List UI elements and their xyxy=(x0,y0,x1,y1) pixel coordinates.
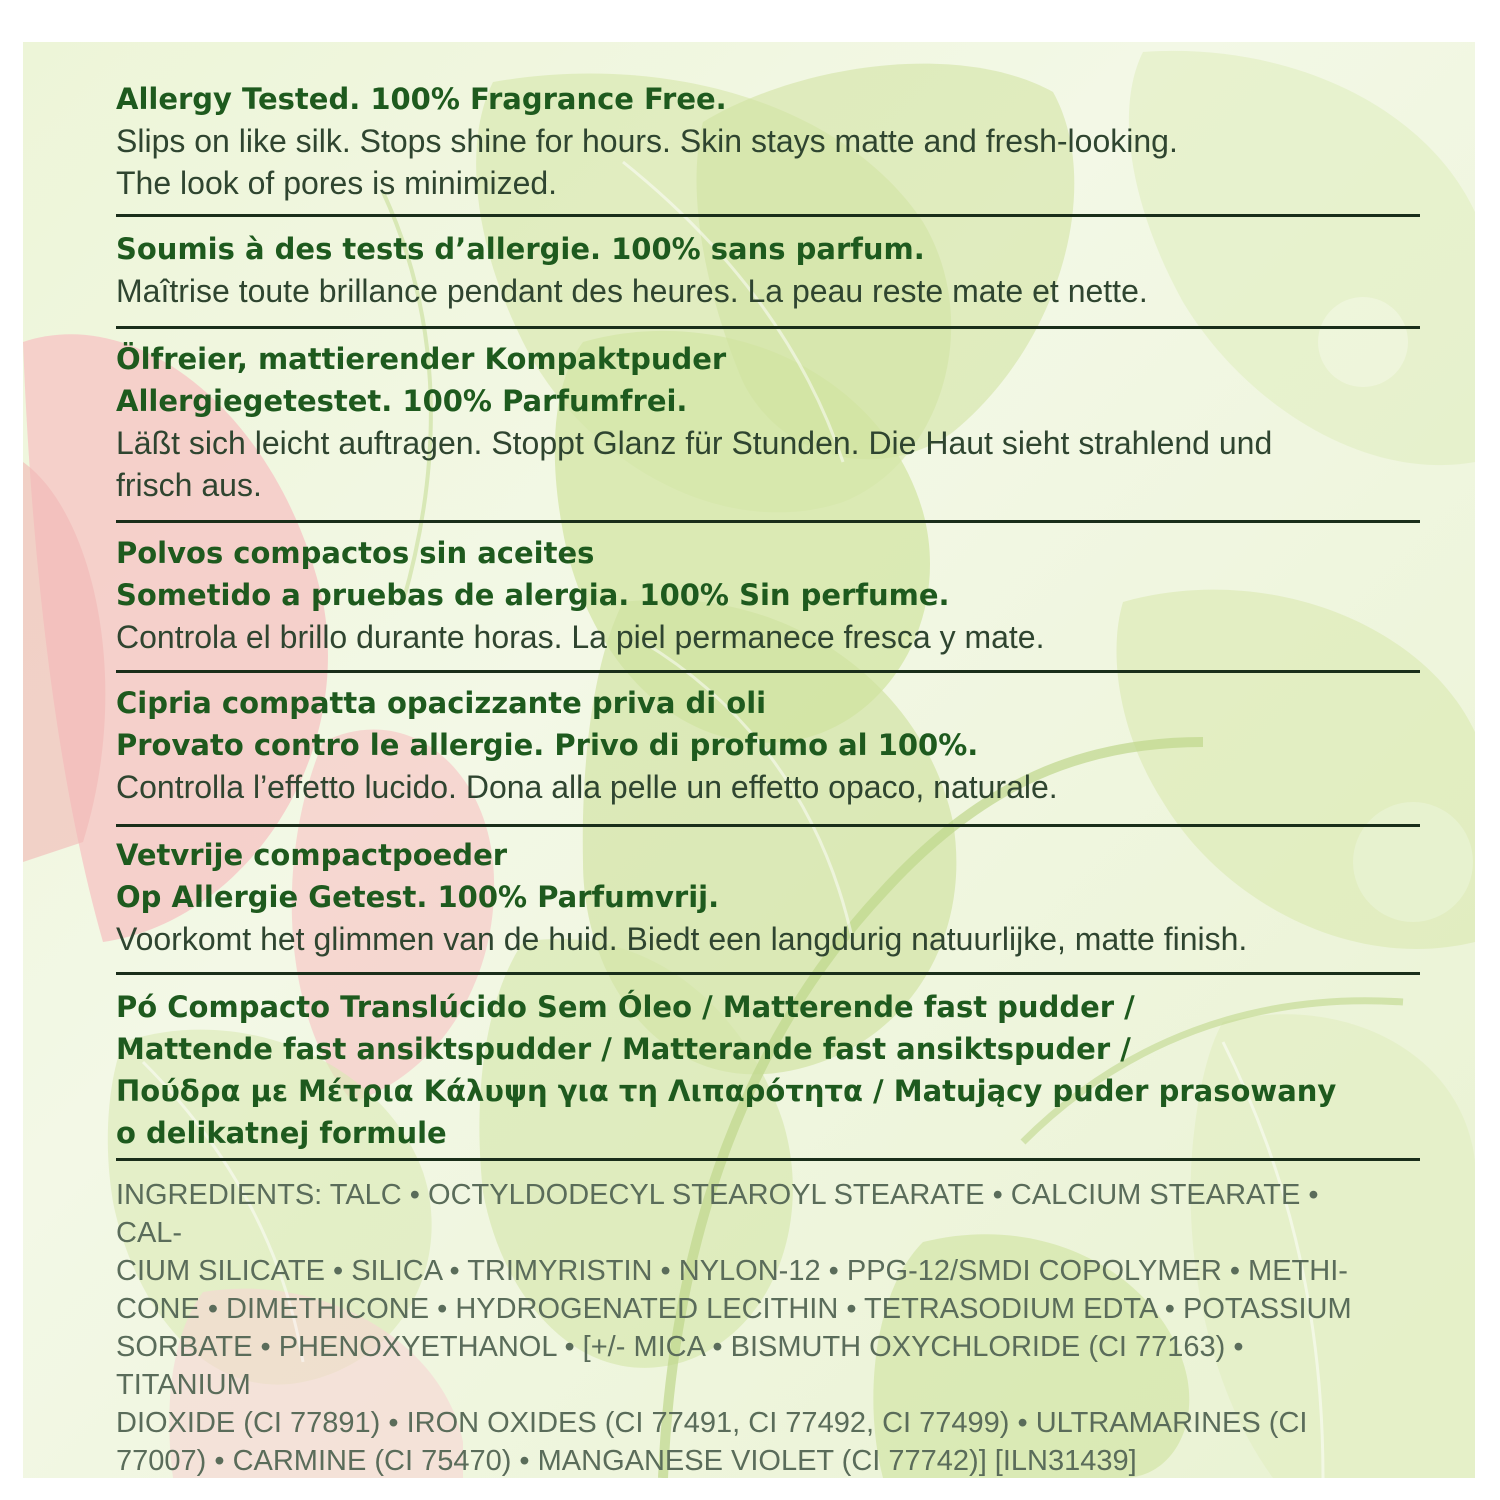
dutch-heading-line-1: Vetvrije compactpoeder xyxy=(116,838,508,872)
ingredients-line-2: CIUM SILICATE • SILICA • TRIMYRISTIN • NYLON-12 • PPG-12/SMDI COPOLYMER • METHI- xyxy=(116,1255,1348,1287)
section-german xyxy=(116,338,1272,506)
dutch-heading-line-2: Op Allergie Getest. 100% Parfumvrij. xyxy=(116,880,720,914)
ingredients-line-3: CONE • DIMETHICONE • HYDROGENATED LECITHIN • TETRASODIUM EDTA • POTASSIUM xyxy=(116,1293,1352,1325)
section-italian xyxy=(116,682,1058,808)
italian-heading-line-1: Cipria compatta opacizzante priva di oli xyxy=(116,686,767,720)
ingredients-line-4: SORBATE • PHENOXYETHANOL • [+/- MICA • BISMUTH OXYCHLORIDE (CI 77163) • TITANIUM xyxy=(116,1331,1244,1401)
french-heading: Soumis à des tests d’allergie. 100% sans parfum. xyxy=(116,232,925,266)
ingredients-line-5: DIOXIDE (CI 77891) • IRON OXIDES (CI 77491, CI 77492, CI 77499) • ULTRAMARINES (CI xyxy=(116,1407,1308,1439)
english-heading: Allergy Tested. 100% Fragrance Free. xyxy=(116,82,727,116)
section-multilingual-names xyxy=(116,986,1336,1154)
ingredients-block xyxy=(116,1176,1376,1478)
french-description-line-1: Maîtrise toute brillance pendant des heures. La peau reste mate et nette. xyxy=(116,273,1148,309)
divider-rule xyxy=(116,824,1420,827)
dutch-description-line-1: Voorkomt het glimmen van de huid. Biedt een langdurig natuurlijke, matte finish. xyxy=(116,921,1248,957)
multilingual-name-line-3: Πούδρα με Μέτρια Κάλυψη για τη Λιπαρότητα / Matujący puder prasowany xyxy=(116,1074,1337,1108)
german-description-line-2: frisch aus. xyxy=(116,467,262,503)
ingredients-line-6: 77007) • CARMINE (CI 75470) • MANGANESE VIOLET (CI 77742)] [ILN31439] xyxy=(116,1445,1137,1477)
divider-rule xyxy=(116,326,1420,329)
italian-heading-line-2: Provato contro le allergie. Privo di profumo al 100%. xyxy=(116,728,979,762)
ingredients-line-1: INGREDIENTS: TALC • OCTYLDODECYL STEAROYL STEARATE • CALCIUM STEARATE • CAL- xyxy=(116,1179,1319,1249)
spanish-description-line-1: Controla el brillo durante horas. La piel permanece fresca y mate. xyxy=(116,619,1045,655)
english-description-line-1: Slips on like silk. Stops shine for hours. Skin stays matte and fresh-looking. xyxy=(116,123,1178,159)
spanish-heading-line-1: Polvos compactos sin aceites xyxy=(116,536,595,570)
section-spanish xyxy=(116,532,1044,658)
spanish-heading-line-2: Sometido a pruebas de alergia. 100% Sin perfume. xyxy=(116,578,950,612)
italian-description-line-1: Controlla l’effetto lucido. Dona alla pelle un effetto opaco, naturale. xyxy=(116,769,1058,805)
german-heading-line-2: Allergiegetestet. 100% Parfumfrei. xyxy=(116,384,688,418)
multilingual-name-line-1: Pó Compacto Translúcido Sem Óleo / Matterende fast pudder / xyxy=(116,990,1135,1024)
decorative-dot xyxy=(1318,297,1408,387)
divider-rule xyxy=(116,670,1420,673)
multilingual-name-line-2: Mattende fast ansiktspudder / Matterande fast ansiktspuder / xyxy=(116,1032,1131,1066)
divider-rule xyxy=(116,214,1420,217)
section-dutch xyxy=(116,834,1247,960)
divider-rule xyxy=(116,1158,1420,1161)
decorative-dot xyxy=(1353,802,1473,922)
multilingual-name-line-4: o delikatnej formule xyxy=(116,1116,447,1150)
package-panel xyxy=(23,42,1475,1478)
german-description-line-1: Läßt sich leicht auftragen. Stoppt Glanz für Stunden. Die Haut sieht strahlend und xyxy=(116,425,1273,461)
divider-rule xyxy=(116,972,1420,975)
german-heading-line-1: Ölfreier, mattierender Kompaktpuder xyxy=(116,342,727,376)
divider-rule xyxy=(116,520,1420,523)
english-description-line-2: The look of pores is minimized. xyxy=(116,165,558,201)
section-french xyxy=(116,228,1148,312)
section-english xyxy=(116,78,1178,204)
